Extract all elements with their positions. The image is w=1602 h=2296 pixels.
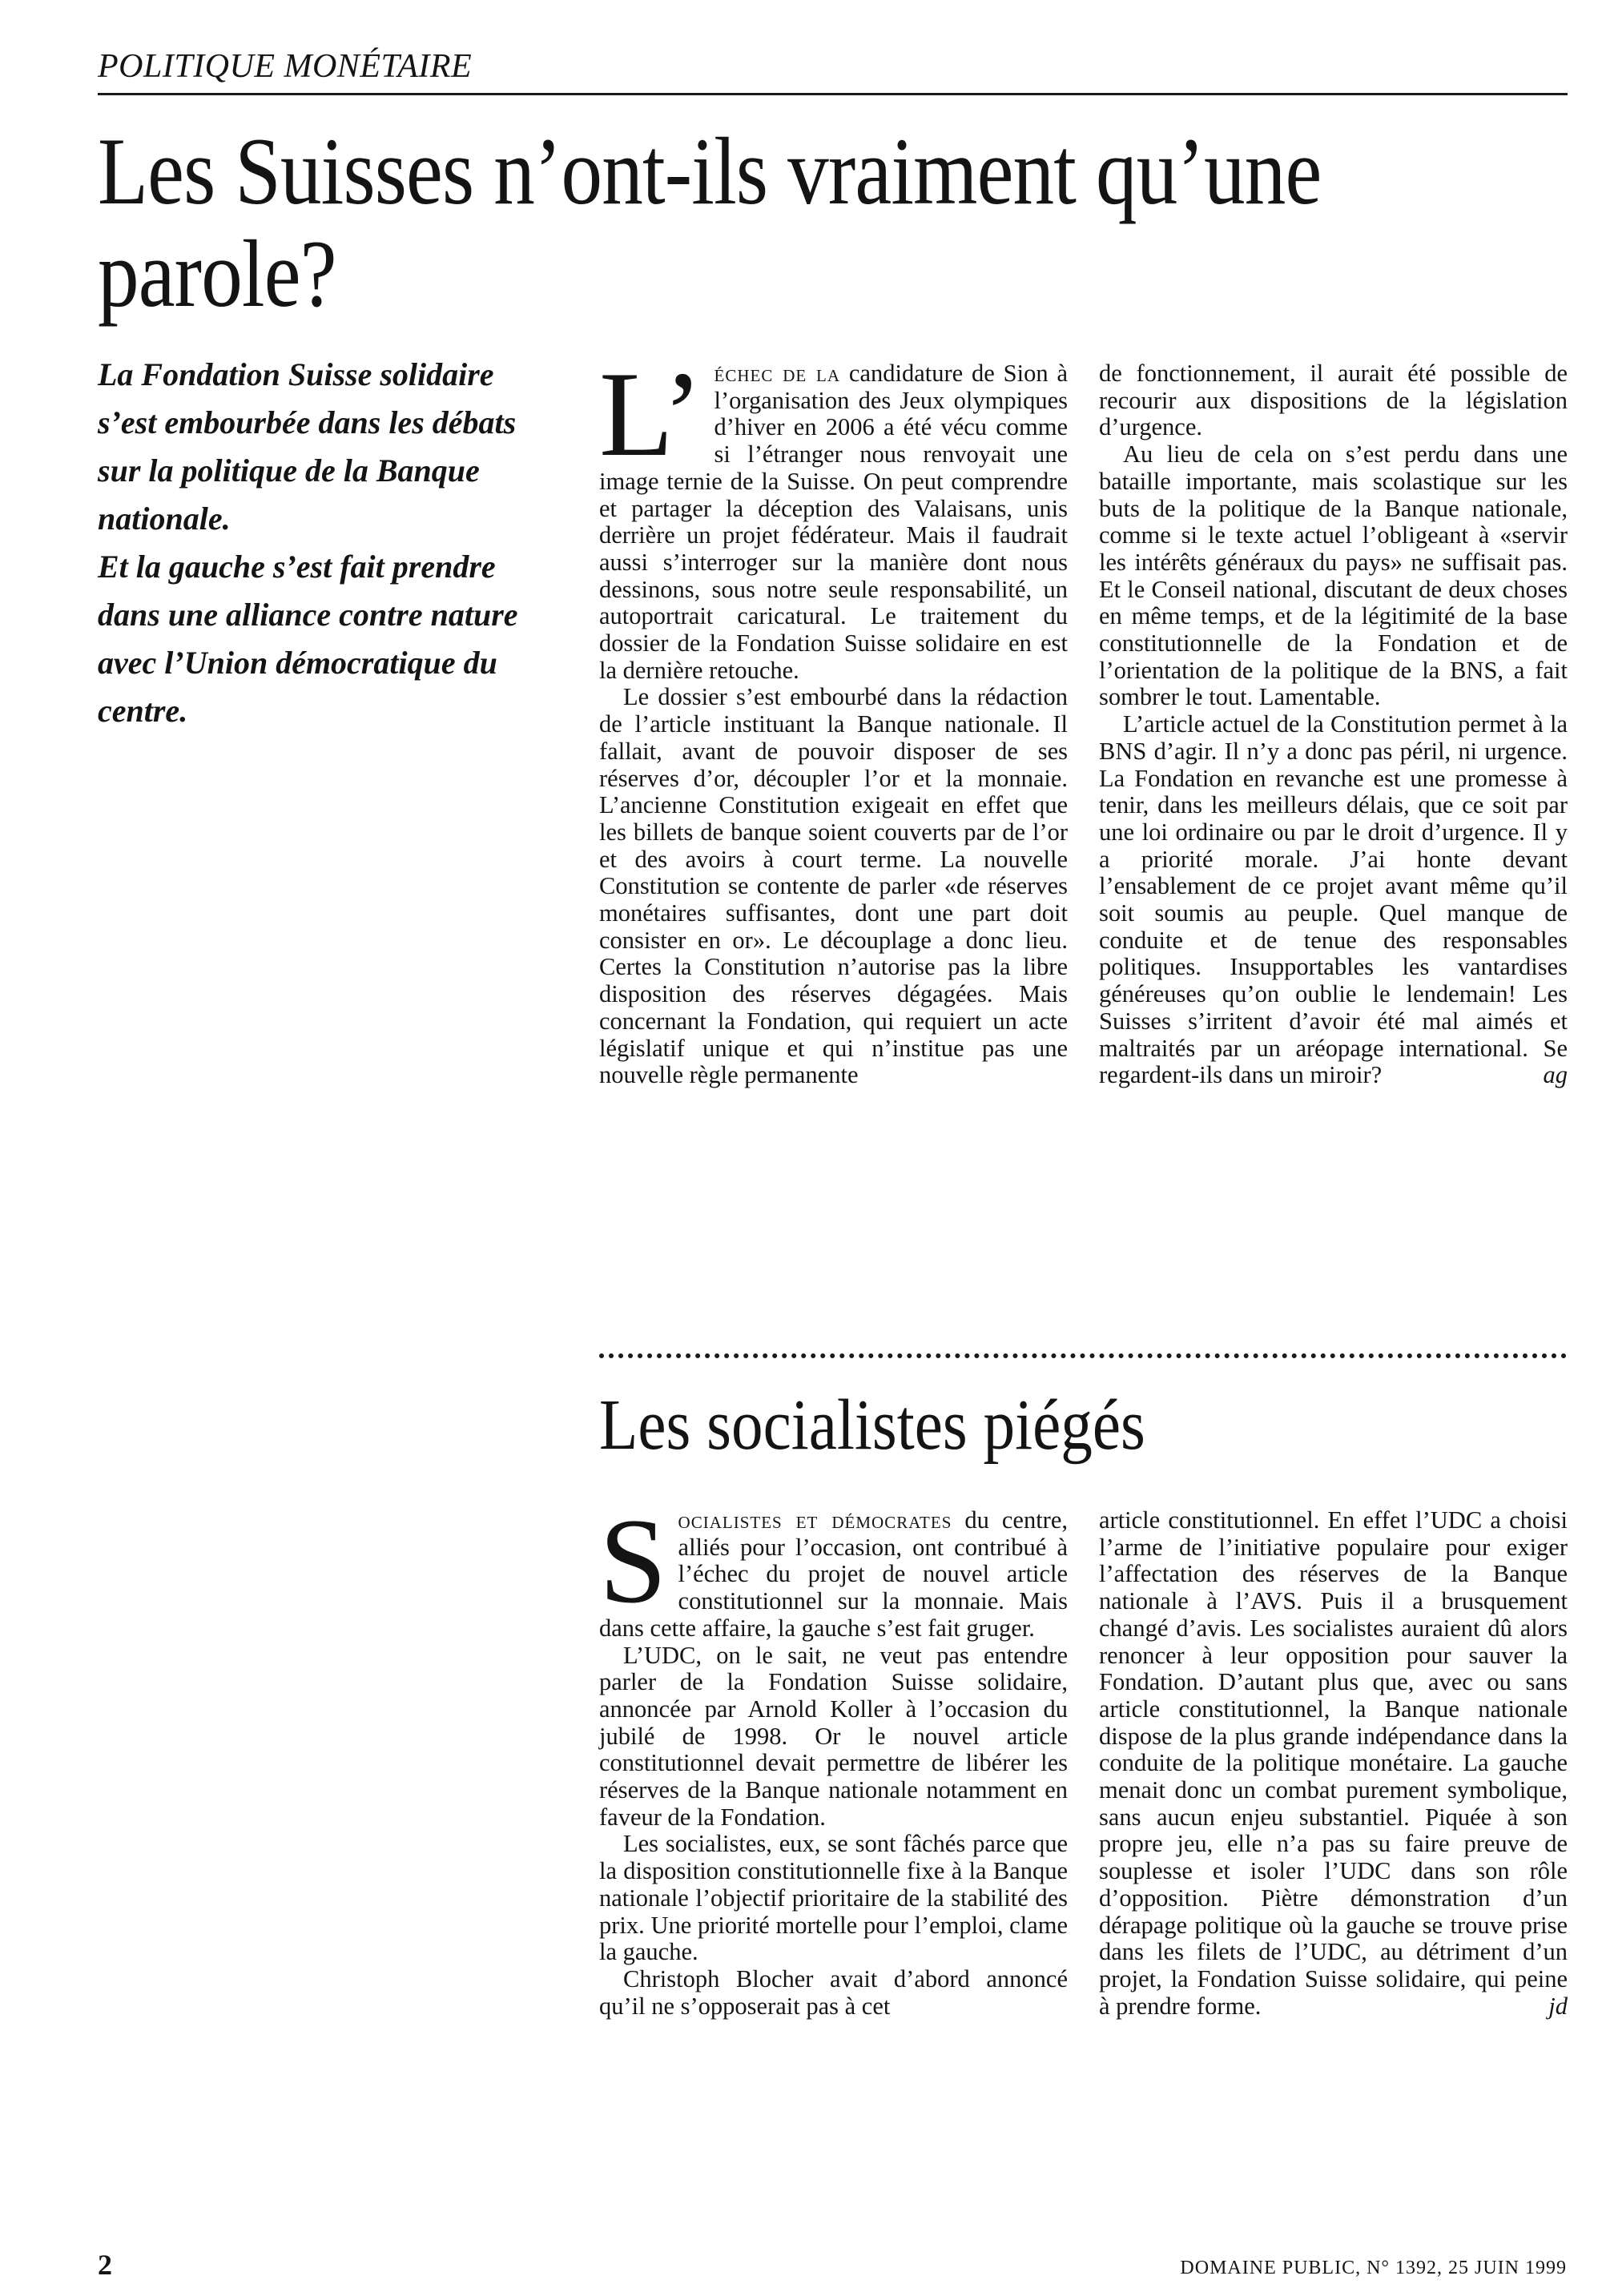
article1-column-2	[1099, 360, 1568, 1321]
article1-paragraph	[599, 347, 1069, 684]
article1-paragraph: Le dossier s’est embourbé dans la rédaction de l’article instituant la Banque nationale. Il fallait, avant de pouvoir disposer de ses réserves d’or, découpler l’or et la monnaie. L’ancienne Constitution exigeait en effet que les billets de banque soient couverts par de l’or et des avoirs à court terme. La nouvelle Constitution se contente de parler «de réserves monétaires suffisantes, dont une part doit consister en or». Le découplage a donc lieu. Certes la Constitution n’autorise pas la libre disposition des réserves dégagées. Mais concernant la Fondation, qui requiert un acte législatif unique et qui n’institue pas une nouvelle règle permanente	[599, 683, 1068, 1089]
author-signature: jd	[1548, 1992, 1568, 2020]
article1-title: Les Suisses n’ont-ils vraiment qu’une parole?	[98, 118, 1322, 327]
author-signature: ag	[1543, 1061, 1568, 1089]
article2-paragraph: L’UDC, on le sait, ne veut pas entendre parler de la Fondation Suisse solidaire, annoncée par Arnold Koller à l’occasion du jubilé de 1998. Or le nouvel article constitutionnel devait permettre de libérer les réserves de la Banque nationale notamment en faveur de la Fondation.	[599, 1641, 1068, 1831]
article2-column-1	[599, 1494, 1069, 2228]
article2-paragraph	[599, 1494, 1069, 1643]
article1-column-1	[599, 347, 1069, 1321]
page-number: 2	[98, 2249, 112, 2281]
article1-lede	[98, 351, 546, 735]
paragraph-text: candidature de Sion à l’organisation des Jeux olympiques d’hiver en 2006 a été vécu comme si l’étranger nous renvoyait une image ternie de la Suisse. On peut comprendre et partager la déception des Valaisans, unis derrière un projet fédérateur. Mais il faudrait aussi s’interroger sur la manière dont nous dessinons, sous notre seule responsabilité, un autoportrait caricatural. Le traitement du dossier de la Fondation Suisse solidaire en est la dernière retouche.	[599, 360, 1069, 684]
article1-paragraph: de fonctionnement, il aurait été possible de recourir aux dispositions de la législation d’urgence.	[1099, 360, 1568, 441]
header-rule	[98, 93, 1568, 95]
article1-paragraph	[1099, 711, 1568, 1089]
drop-cap: L’	[599, 347, 703, 481]
article2-title: Les socialistes piégés	[599, 1385, 1145, 1465]
paragraph-text: L’article actuel de la Constitution permet à la BNS d’agir. Il n’y a donc pas péril, ni urgence. La Fondation en revanche est une promesse à tenir, dans les meilleurs délais, que ce soit par une loi ordinaire ou par le droit d’urgence. Il y a priorité morale. J’ai honte devant l’ensablement de ce projet avant même qu’il soit soumis au peuple. Quel manque de conduite et de tenue des responsables politiques. Insupportables les vantardises généreuses qu’on oublie le lendemain! Les Suisses s’irritent d’avoir été mal aimés et maltraités par un aréopage international. Se regardent-ils dans un miroir?	[1099, 710, 1568, 1089]
article1-paragraph: Au lieu de cela on s’est perdu dans une bataille importante, mais scolastique sur les buts de la politique de la Banque nationale, comme si le texte actuel l’obligeant à «servir les intérêts généraux du pays» ne suffisait pas. Et le Conseil national, discutant de deux choses en même temps, et de la légitimité de la base constitutionnelle de la Fondation et de l’orientation de la politique de la BNS, a fait sombrer le tout. Lamentable.	[1099, 440, 1568, 711]
section-rubric: POLITIQUE MONÉTAIRE	[98, 48, 473, 85]
smallcaps-opening: ocialistes et démocrates	[678, 1506, 952, 1534]
article2-paragraph	[1099, 1507, 1568, 2020]
lede-paragraph-2: Et la gauche s’est fait prendre dans une alliance contre nature avec l’Union démocratique du centre.	[98, 549, 518, 729]
paragraph-text: du centre, alliés pour l’occasion, ont contribué à l’échec du projet de nouvel article constitutionnel sur la monnaie. Mais dans cette affaire, la gauche s’est fait gruger.	[599, 1506, 1069, 1642]
paragraph-text: article constitutionnel. En effet l’UDC a choisi l’arme de l’initiative populaire pour exiger l’affectation des réserves de la Banque nationale à l’AVS. Puis il a brusquement changé d’avis. Les socialistes auraient dû alors renoncer à leur opposition pour sauver la Fondation. D’autant plus que, avec ou sans article constitutionnel, la Banque nationale dispose de la plus grande indépendance dans la conduite de la politique monétaire. La gauche menait donc un combat purement symbolique, sans aucun enjeu substantiel. Piquée à son propre jeu, elle n’a pas su faire preuve de souplesse et isoler l’UDC dans son rôle d’opposition. Piètre démonstration d’un dérapage politique où la gauche se trouve prise dans les filets de l’UDC, au détriment d’un projet, la Fondation Suisse solidaire, qui peine à prendre forme.	[1099, 1506, 1568, 2020]
article2-column-2	[1099, 1507, 1568, 2228]
article-separator	[599, 1353, 1567, 1358]
smallcaps-opening: échec de la	[714, 360, 841, 387]
lede-paragraph-1: La Fondation Suisse solidaire s’est embourbée dans les débats sur la politique de la Banque nationale.	[98, 356, 517, 537]
article2-paragraph: Christoph Blocher avait d’abord annoncé qu’il ne s’opposerait pas à cet	[599, 1964, 1068, 2020]
article2-paragraph: Les socialistes, eux, se sont fâchés parce que la disposition constitutionnelle fixe à la Banque nationale l’objectif prioritaire de la stabilité des prix. Une priorité mortelle pour l’emploi, clame la gauche.	[599, 1830, 1068, 1966]
publication-footer: DOMAINE PUBLIC, N° 1392, 25 JUIN 1999	[1180, 2258, 1567, 2278]
drop-cap: S	[599, 1494, 667, 1628]
